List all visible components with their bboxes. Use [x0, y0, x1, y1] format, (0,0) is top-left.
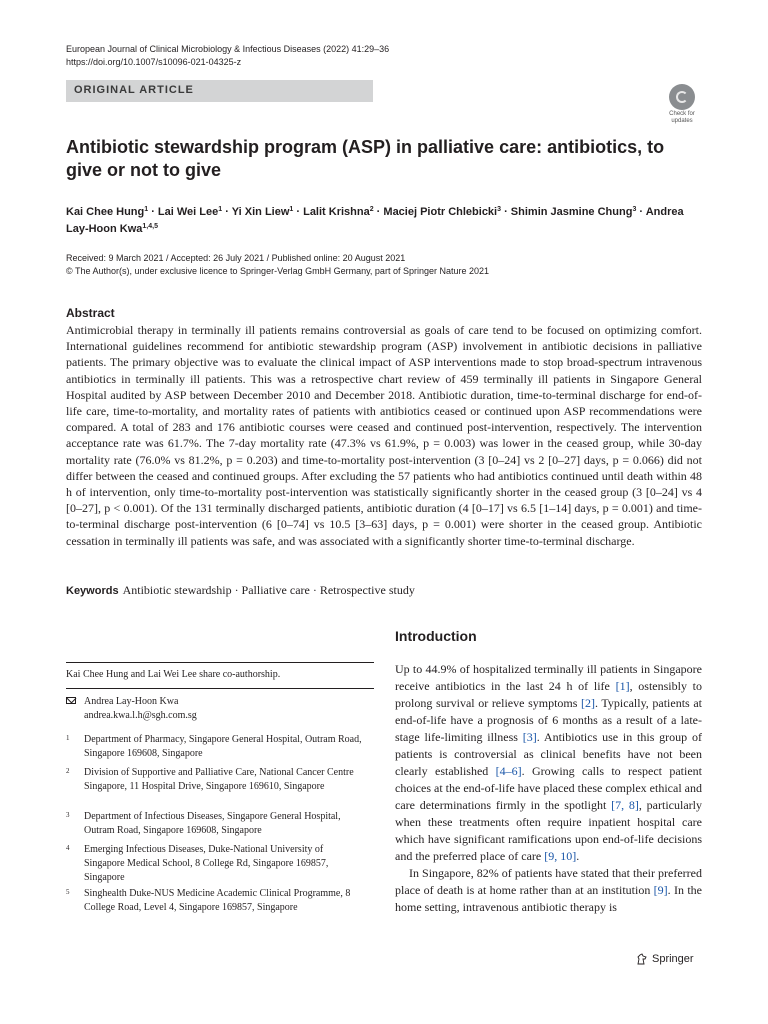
affiliation-item [66, 733, 366, 761]
citation-link[interactable]: [2] [581, 696, 596, 710]
citation-link[interactable]: [1] [615, 679, 630, 693]
citation-link[interactable]: [3] [522, 730, 537, 744]
journal-citation [66, 43, 389, 69]
corresponding-name: Andrea Lay-Hoon Kwa [84, 696, 179, 707]
author-name: Kai Chee Hung [66, 206, 145, 218]
article-type-banner [66, 80, 373, 102]
affiliation-number: 4 [66, 844, 70, 852]
author-name: Lalit Krishna [303, 206, 370, 218]
doi-link[interactable]: https://doi.org/10.1007/s10096-021-04325-z [66, 57, 242, 67]
introduction-paragraph-1 [395, 661, 702, 865]
intro-text: . Growing calls to respect patient choices at the end-of-life have placed these complex ethical and care determinations firmly in the spotlight [395, 764, 702, 812]
corresponding-author [66, 695, 197, 723]
intro-text: . In the home setting, intravenous antibiotic therapy is [395, 883, 703, 914]
citation-link[interactable]: [9, 10] [544, 849, 577, 863]
author-list: Kai Chee Hung$^1$ · Lai Wei Lee$^1$ · Yi Xin Liew$^1$ · Lalit Krishna$^2$ · Maciej Piotr Chlebicki$^3$ · Shimin Jasmine Chung$^3$ · Andrea Lay-Hoon Kwa$^{1,4,5}$ [66, 206, 684, 235]
publication-dates [66, 252, 489, 278]
affiliation-text: Emerging Infectious Diseases, Duke-National University of Singapore Medical School, 8 College Rd, Singapore 169857, Singapore [84, 844, 329, 883]
check-updates-icon [669, 84, 695, 110]
intro-text: In Singapore, 82% of patients have stated that their preferred place of death is at home rather than at an institution [395, 866, 702, 897]
publisher-name: Springer [652, 953, 694, 965]
citation-link[interactable]: [4–6] [495, 764, 522, 778]
author-affiliation-marker: 1,4,5 [142, 223, 158, 230]
keywords-text: Antibiotic stewardship · Palliative care · Retrospective study [122, 583, 415, 597]
affiliation-number: 1 [66, 734, 70, 742]
affiliation-number: 2 [66, 767, 70, 775]
author-name: Maciej Piotr Chlebicki [383, 206, 498, 218]
abstract-heading: Abstract [66, 306, 115, 320]
keywords [66, 582, 415, 599]
affiliation-text: Department of Infectious Diseases, Singapore General Hospital, Outram Road, Singapore 169608, Singapore [84, 811, 341, 836]
citation-link[interactable]: [7, 8] [611, 798, 639, 812]
article-title: Antibiotic stewardship program (ASP) in palliative care: antibiotics, to give or not to give [66, 137, 665, 180]
affiliation-text: Department of Pharmacy, Singapore General Hospital, Outram Road, Singapore 169608, Singapore [84, 734, 362, 759]
author-affiliation-marker: 3 [632, 206, 637, 213]
dates-line: Received: 9 March 2021 / Accepted: 26 July 2021 / Published online: 20 August 2021 [66, 253, 406, 263]
author-affiliation-marker: 3 [497, 206, 502, 213]
intro-text: . [576, 849, 580, 863]
check-for-updates-badge[interactable] [664, 84, 700, 124]
envelope-icon [66, 697, 76, 704]
intro-text: . Antibiotics use in this group of patients is controversial as clinical benefits have not been clearly established [395, 730, 702, 778]
author-name: Lai Wei Lee [157, 206, 219, 218]
check-updates-label-1: Check for [669, 111, 695, 117]
author-affiliation-marker: 2 [369, 206, 374, 213]
author-affiliation-marker: 1 [218, 206, 223, 213]
footnote-rule [66, 662, 374, 663]
affiliation-item [66, 766, 366, 794]
citation-link[interactable]: [9] [653, 883, 668, 897]
journal-line: European Journal of Clinical Microbiology & Infectious Diseases (2022) 41:29–36 [66, 44, 390, 54]
affiliation-item [66, 887, 366, 915]
affiliation-item [66, 843, 366, 885]
article-type-label: ORIGINAL ARTICLE [74, 84, 194, 96]
intro-text: , particularly when these treatments often require inpatient hospital care which have significant ramifications upon end-of-life decisions and the preferred place of care [395, 798, 702, 863]
keywords-label: Keywords [66, 585, 119, 597]
author-name: Yi Xin Liew [231, 206, 290, 218]
intro-text: , ostensibly to prolong survival or relieve symptoms [395, 679, 702, 710]
abstract-text: Antimicrobial therapy in terminally ill patients remains controversial as goals of care tend to be focused on optimizing comfort. International guidelines recommend for antibiotic stewardship program (ASP) involvement in antibiotic decisions in palliative patients. The primary objective was to evaluate the clinical impact of ASP interventions made to stop broad-spectrum intravenous antibiotics in terminally ill patients. This was a retrospective chart review of 459 terminally ill patients in Singapore General Hospital audited by ASP between December 2010 and December 2018. Antibiotic duration, time-to-terminal discharge for end-of-life care, time-to-mortality, and mortality rates of patients with antibiotics ceased or continued upon ASP recommendations were compared. A total of 283 and 176 antibiotic courses were ceased and continued post-intervention, respectively. The intervention acceptance rate was 61.7%. The 7-day mortality rate (47.3% vs 61.9%, p = 0.003) was lower in the ceased group, while 30-day mortality rate (76.0% vs 81.2%, p = 0.203) and time-to-mortality post-intervention (3 [0–24] vs 2 [0–27] days, p = 0.066) did not differ between the ceased and continued groups. After excluding the 57 patients who had antibiotics continued until death within 48 h of intervention, only time-to-mortality post-intervention was statistically significantly shorter in the ceased group (3 [0–24] vs 4 [0–27], p < 0.001). Of the 131 terminally discharged patients, antibiotic duration (4 [0–17] vs 6.5 [1–14] days, p = 0.001) and time-to-terminal discharge post-intervention (6 [0–74] vs 10.5 [3–63] days, p = 0.001) were shorter in the ceased group. Antibiotic cessation in terminally ill patients was safe, and was associated with a significantly shorter time-to-terminal discharge. [66, 323, 702, 548]
affiliation-text: Division of Supportive and Palliative Care, National Cancer Centre Singapore, 11 Hospital Drive, Singapore 169610, Singapore [84, 767, 354, 792]
springer-horse-icon [636, 953, 648, 965]
coauthorship-note: Kai Chee Hung and Lai Wei Lee share co-authorship. [66, 669, 281, 680]
affiliation-number: 3 [66, 811, 70, 819]
author-affiliation-marker: 1 [144, 206, 149, 213]
introduction-paragraph-2 [395, 865, 702, 916]
affiliation-number: 5 [66, 888, 70, 896]
intro-text: . Typically, patients at end-of-life have a prognosis of 6 months as a result of a late-stage life-limiting illness [395, 696, 702, 744]
author-affiliation-marker: 1 [289, 206, 294, 213]
intro-text: Up to 44.9% of hospitalized terminally ill patients in Singapore receive antibiotics in the last 24 h of life [395, 662, 702, 693]
copyright-line: © The Author(s), under exclusive licence to Springer-Verlag GmbH Germany, part of Springer Nature 2021 [66, 266, 489, 276]
author-name: Shimin Jasmine Chung [510, 206, 633, 218]
affiliation-text: Singhealth Duke-NUS Medicine Academic Clinical Programme, 8 College Road, Level 4, Singapore 169857, Singapore [84, 888, 351, 913]
author-name: Andrea Lay-Hoon Kwa [66, 206, 684, 235]
corresponding-email[interactable]: andrea.kwa.l.h@sgh.com.sg [84, 710, 197, 721]
affiliation-item [66, 810, 366, 838]
introduction-heading: Introduction [395, 628, 477, 644]
footnote-rule-2 [66, 688, 374, 689]
check-updates-label-2: updates [671, 118, 693, 124]
introduction-body [395, 661, 702, 916]
publisher-footer [636, 953, 694, 965]
